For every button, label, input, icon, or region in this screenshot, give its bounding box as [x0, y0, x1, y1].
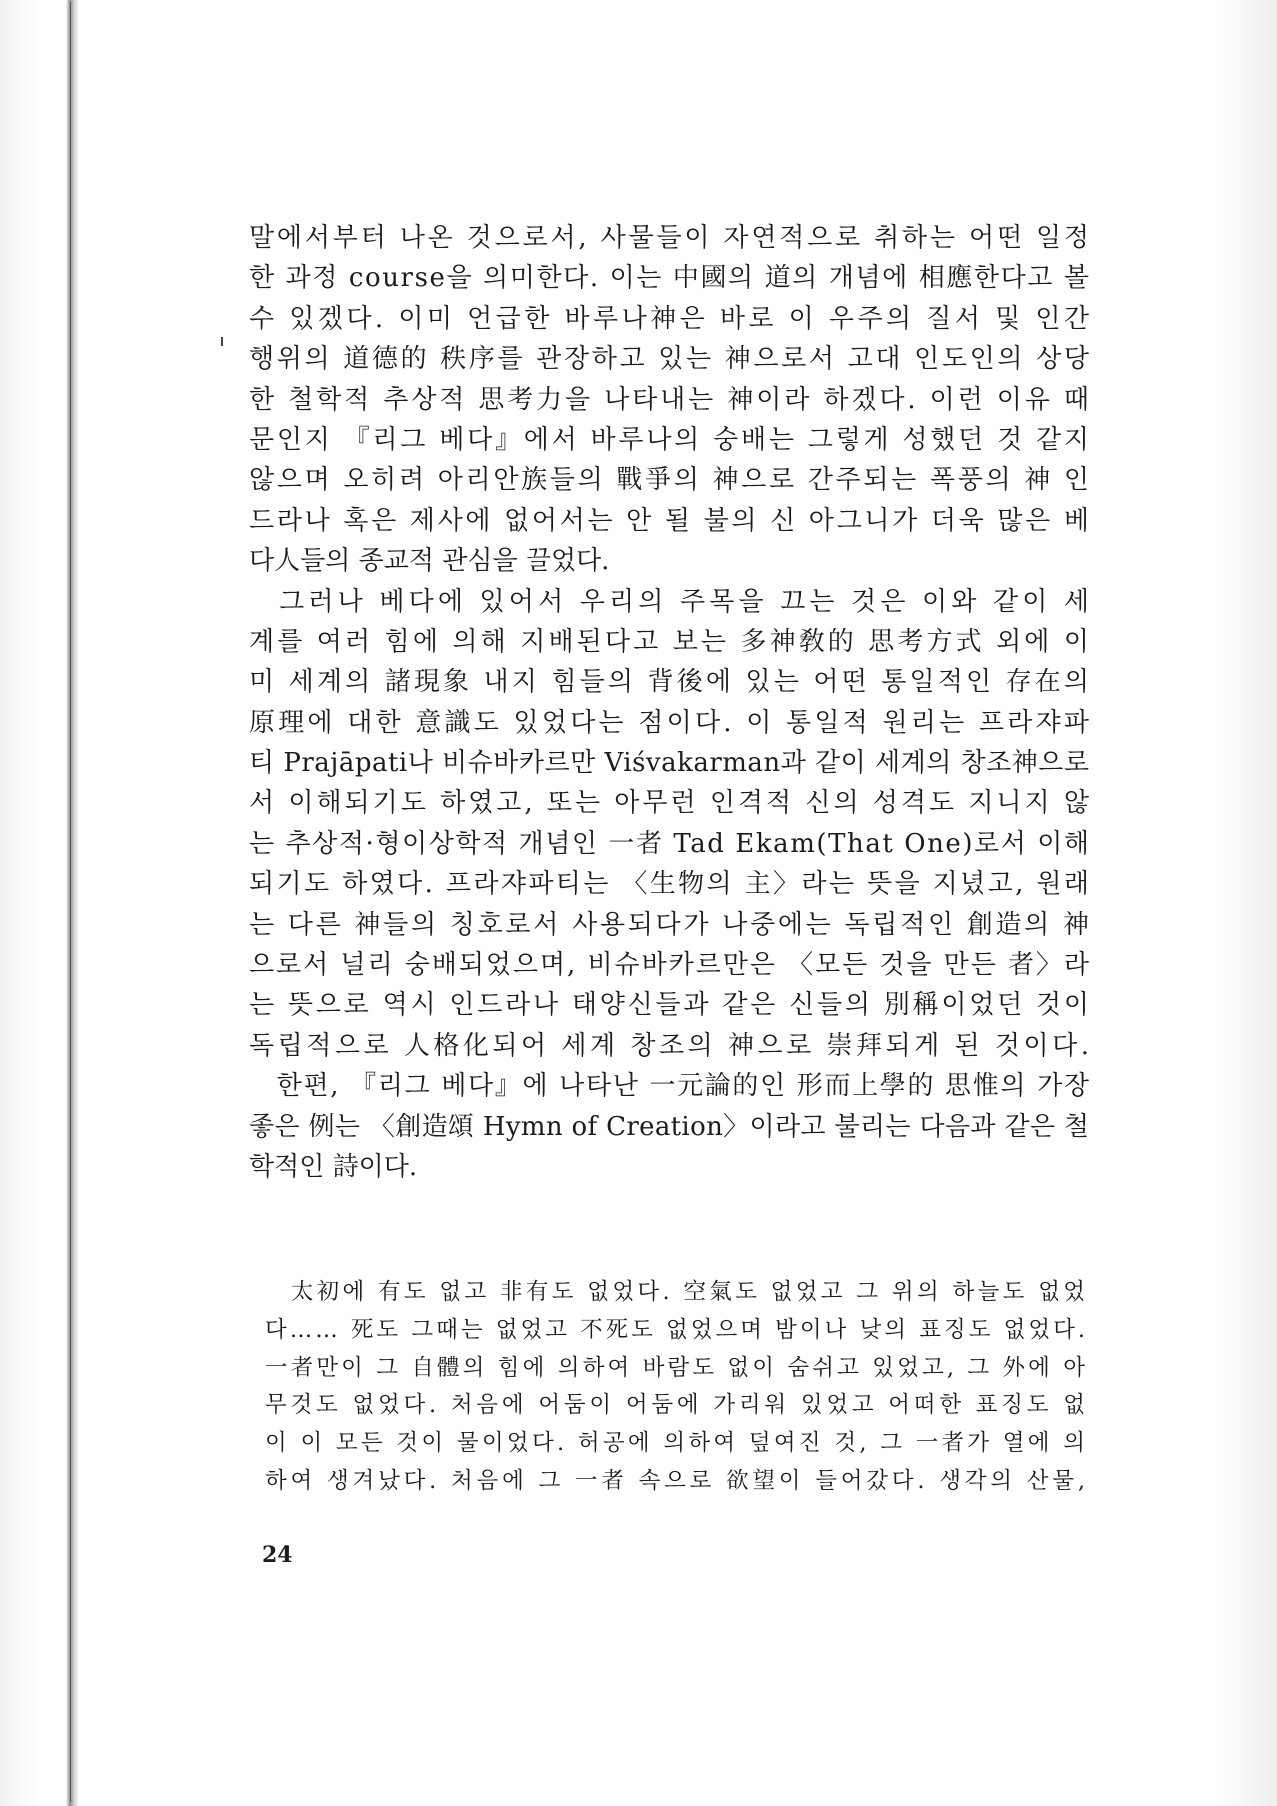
body-line: 다人들의 종교적 관심을 끌었다.: [249, 546, 610, 577]
page-number: 24: [262, 1542, 293, 1568]
body-line: 그러나 베다에 있어서 우리의 주목을 끄는 것은 이와 같이 세: [249, 586, 1094, 617]
body-line: 독립적으로 人格化되어 세계 창조의 神으로 崇拜되게 된 것이다.: [249, 1030, 1093, 1061]
body-line: 좋은 例는 〈創造頌 Hymn of Creation〉이라고 불리는 다음과 같은 철: [249, 1111, 1090, 1142]
margin-mark: [221, 337, 223, 346]
body-line: 문인지 『리그 베다』에서 바루나의 숭배는 그렇게 성했던 것 같지: [249, 424, 1092, 455]
right-edge-shadow: [1217, 0, 1277, 1806]
body-line: 는 뜻으로 역시 인드라나 태양신들과 같은 신들의 別稱이었던 것이: [249, 990, 1092, 1021]
quoted-hymn: [265, 1274, 1089, 1501]
body-line: 는 다른 神들의 칭호로서 사용되다가 나중에는 독립적인 創造의 神: [249, 909, 1092, 940]
quote-line: 다…… 死도 그때는 없었고 不死도 없었으며 밤이나 낮의 표징도 없었다.: [265, 1316, 1088, 1343]
body-line: 原理에 대한 意識도 있었다는 점이다. 이 통일적 원리는 프라쟈파: [249, 707, 1093, 738]
body-line: 으로서 널리 숭배되었으며, 비슈바카르만은 〈모든 것을 만든 者〉라: [249, 950, 1091, 981]
body-line: 말에서부터 나온 것으로서, 사물들이 자연적으로 취하는 어떤 일정: [249, 223, 1092, 253]
body-line: 되기도 하였다. 프라쟈파티는 〈生物의 主〉라는 뜻을 지녔고, 원래: [249, 869, 1092, 900]
body-line: 드라나 혹은 제사에 없어서는 안 될 불의 신 아그니가 더욱 많은 베: [249, 505, 1092, 536]
body-line: 한 과정 course을 의미한다. 이는 中國의 道의 개념에 相應한다고 볼: [249, 263, 1091, 294]
body-line: 한 철학적 추상적 思考力을 나타내는 神이라 하겠다. 이런 이유 때: [249, 384, 1092, 415]
body-line: 계를 여러 힘에 의해 지배된다고 보는 多神敎的 思考方式 외에 이: [249, 626, 1093, 657]
book-spine-shadow: [0, 0, 78, 1806]
quote-line: 무것도 없었다. 처음에 어둠이 어둠에 가리워 있었고 어떠한 표징도 없: [265, 1392, 1089, 1419]
body-line: 미 세계의 諸現象 내지 힘들의 背後에 있는 어떤 통일적인 存在의: [249, 667, 1093, 698]
body-line: 는 추상적·형이상학적 개념인 一者 Tad Ekam(That One)로서 이해: [249, 828, 1091, 859]
body-line: 않으며 오히려 아리안族들의 戰爭의 神으로 간주되는 폭풍의 神 인: [249, 465, 1092, 496]
body-text: [249, 218, 1094, 1187]
page-edge-line: [70, 2, 71, 1802]
body-line: 한편, 『리그 베다』에 나타난 一元論的인 形而上學的 思惟의 가장: [249, 1071, 1091, 1102]
body-line: 티 Prajāpati나 비슈바카르만 Viśvakarman과 같이 세계의 창조神으로: [249, 748, 1090, 779]
quote-line: 太初에 有도 없고 非有도 없었다. 空氣도 없었고 그 위의 하늘도 없었: [265, 1279, 1089, 1305]
body-line: 학적인 詩이다.: [249, 1151, 418, 1182]
body-line: 행위의 道德的 秩序를 관장하고 있는 神으로서 고대 인도인의 상당: [249, 344, 1092, 375]
body-line: 서 이해되기도 하였고, 또는 아무런 인격적 신의 성격도 지니지 않: [249, 788, 1092, 819]
quote-line: 이 이 모든 것이 물이었다. 허공에 의하여 덮여진 것, 그 一者가 열에 의: [265, 1430, 1089, 1457]
body-line: 수 있겠다. 이미 언급한 바루나神은 바로 이 우주의 질서 및 인간: [249, 303, 1093, 334]
quote-line: 一者만이 그 自體의 힘에 의하여 바람도 없이 숨쉬고 있었고, 그 外에 아: [265, 1354, 1089, 1381]
quote-line: 하여 생겨났다. 처음에 그 一者 속으로 欲望이 들어갔다. 생각의 산물,: [265, 1467, 1089, 1494]
